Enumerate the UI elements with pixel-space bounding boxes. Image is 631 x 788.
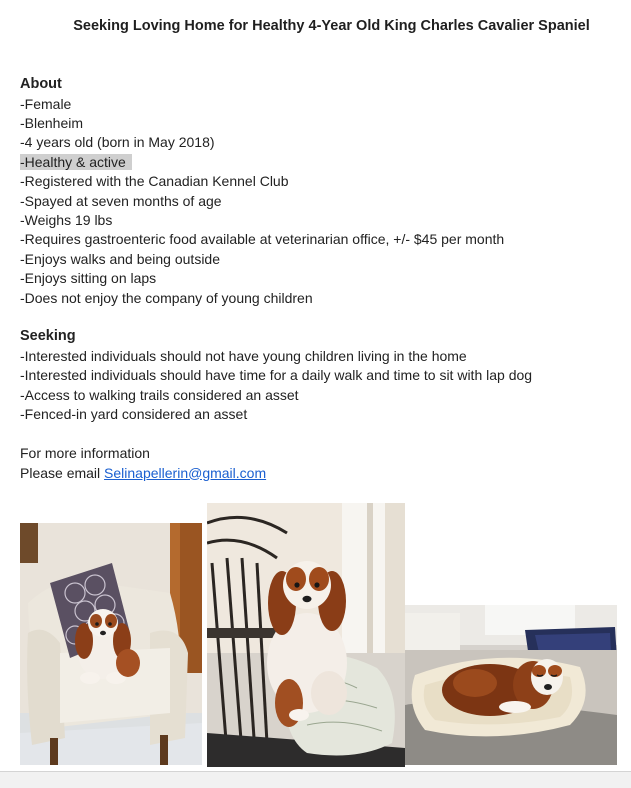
page-title: Seeking Loving Home for Healthy 4-Year Old King Charles Cavalier Spaniel <box>73 18 590 34</box>
about-item-age: -4 years old (born in May 2018) <box>20 134 215 151</box>
email-link[interactable]: Selinapellerin@gmail.com <box>104 464 267 481</box>
about-item-children: -Does not enjoy the company of young children <box>20 289 313 306</box>
about-item-sex: -Female <box>20 95 72 112</box>
about-item-laps: -Enjoys sitting on laps <box>20 270 157 287</box>
seeking-heading: Seeking <box>20 328 76 345</box>
about-item-registration: -Registered with the Canadian Kennel Club <box>20 173 289 190</box>
email-prefix: Please email <box>20 464 105 481</box>
about-item-health-highlighted: -Healthy & active <box>20 154 132 170</box>
about-item-walks: -Enjoys walks and being outside <box>20 250 221 267</box>
seeking-item-time: -Interested individuals should have time for a daily walk and time to sit with lap dog <box>20 367 533 384</box>
dog-photo-cushion <box>207 503 405 767</box>
contact-line: For more information <box>20 445 150 462</box>
dog-photo-bed <box>405 605 617 765</box>
about-heading: About <box>20 76 62 92</box>
document-body <box>20 75 620 483</box>
seeking-item-trails: -Access to walking trails considered an asset <box>20 386 299 403</box>
seeking-item-no-children: -Interested individuals should not have young children living in the home <box>20 347 467 364</box>
about-item-spayed: -Spayed at seven months of age <box>20 192 222 209</box>
about-item-food: -Requires gastroenteric food available at veterinarian office, +/- $45 per month <box>20 231 505 248</box>
about-item-color: -Blenheim <box>20 114 84 131</box>
seeking-item-yard: -Fenced-in yard considered an asset <box>20 406 248 423</box>
dog-photo-armchair <box>20 523 202 765</box>
viewer-bottom-bar <box>0 771 631 788</box>
about-item-weight: -Weighs 19 lbs <box>20 211 113 228</box>
